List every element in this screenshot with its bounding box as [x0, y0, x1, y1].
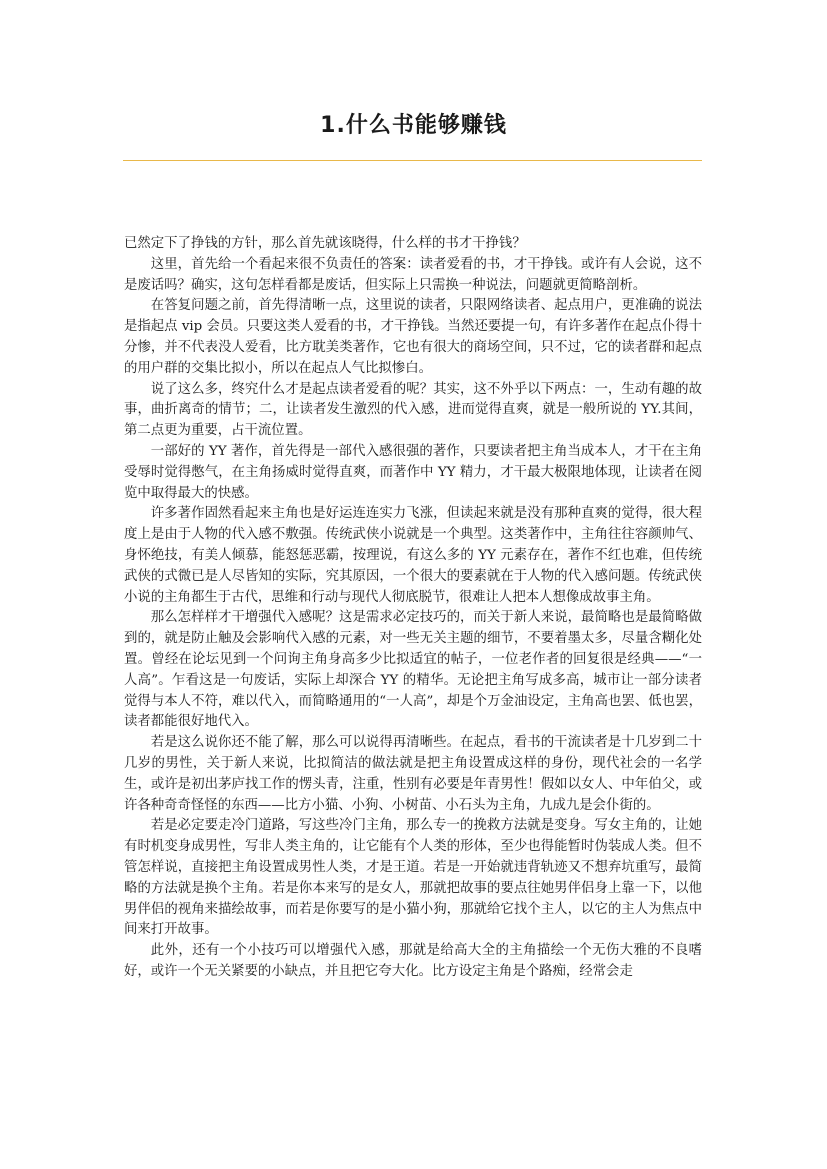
paragraph: 在答复问题之前，首先得清晰一点，这里说的读者，只限网络读者、起点用户，更准确的说法是指起点 vip 会员。只要这类人爱看的书，才干挣钱。当然还要提一句，有许多著作在起点仆得十分惨，并不代表没人爱看，比方耽美类著作，它也有很大的商场空间，只不过，它的读者群和起点的用户群的交集比拟小，所以在起点人气比拟惨白。: [124, 298, 702, 376]
paragraph: 这里，首先给一个看起来很不负责任的答案：读者爱看的书，才干挣钱。或许有人会说，这不是废话吗？确实，这句怎样看都是废话，但实际上只需换一种说法，问题就更简略剖析。: [124, 256, 702, 293]
paragraph: 若是必定要走冷门道路，写这些冷门主角，那么专一的挽救方法就是变身。写女主角的，让她有时机变身成男性，写非人类主角的，让它能有个人类的形体，至少也得能暂时伪装成人类。但不管怎样说，直接把主角设置成男性人类，才是王道。若是一开始就违背轨迹又不想弃坑重写，最简略的方法就是换个主角。若是你本来写的是女人，那就把故事的要点往她男伴侣身上靠一下，以他男伴侣的视角来描绘故事，而若是你要写的是小猫小狗，那就给它找个主人，以它的主人为焦点中间来打开故事。: [124, 818, 702, 938]
title-divider: [123, 160, 702, 161]
paragraph: 一部好的 YY 著作，首先得是一部代入感很强的著作，只要读者把主角当成本人，才干在主角受辱时觉得憋气，在主角扬威时觉得直爽，而著作中 YY 精力，才干最大极限地体现，让读者在阅览中取得最大的快感。: [124, 443, 702, 501]
document-body: [124, 234, 702, 983]
paragraph: 那么怎样样才干增强代入感呢？这是需求必定技巧的，而关于新人来说，最简略也是最简略做到的，就是防止触及会影响代入感的元素，对一些无关主题的细节，不要着墨太多，尽量含糊化处置。曾经在论坛见到一个问询主角身高多少比拟适宜的帖子，一位老作者的回复很是经典——“一人高”。乍看这是一句废话，实际上却深合 YY 的精华。无论把主角写成多高，城市让一部分读者觉得与本人不符，难以代入，而简略通用的“一人高”，却是个万金油设定，主角高也罢、低也罢，读者都能很好地代入。: [124, 610, 702, 730]
paragraph: 说了这么多，终究什么才是起点读者爱看的呢？其实，这不外乎以下两点：一，生动有趣的故事，曲折离奇的情节；二，让读者发生激烈的代入感，进而觉得直爽，就是一般所说的 YY.其间，第二点更为重要，占干流位置。: [124, 381, 702, 439]
page-title: 1.什么书能够赚钱: [320, 113, 507, 138]
paragraph: 许多著作固然看起来主角也是好运连连实力飞涨，但读起来就是没有那种直爽的觉得，很大程度上是由于人物的代入感不敷强。传统武侠小说就是一个典型。这类著作中，主角往往容颜帅气、身怀绝技，有美人倾慕，能怒惩恶霸，按理说，有这么多的 YY 元素存在，著作不红也难，但传统武侠的式微已是人尽皆知的实际，究其原因，一个很大的要素就在于人物的代入感问题。传统武侠小说的主角都生于古代，思维和行动与现代人彻底脱节，很难让人把本人想像成故事主角。: [124, 506, 702, 605]
paragraph: 已然定下了挣钱的方针，那么首先就该晓得，什么样的书才干挣钱？: [124, 236, 526, 251]
paragraph: 若是这么说你还不能了解，那么可以说得再清晰些。在起点，看书的干流读者是十几岁到二十几岁的男性，关于新人来说，比拟简洁的做法就是把主角设置成这样的身份，现代社会的一名学生，或许是初出茅庐找工作的愣头青，注重，性别有必要是年青男性！假如以女人、中年伯父，或许各种奇奇怪怪的东西——比方小猫、小狗、小树苗、小石头为主角，九成九是会仆街的。: [124, 735, 702, 813]
paragraph: 此外，还有一个小技巧可以增强代入感，那就是给高大全的主角描绘一个无伤大雅的不良嗜好，或许一个无关紧要的小缺点，并且把它夸大化。比方设定主角是个路痴，经常会走: [124, 943, 702, 979]
